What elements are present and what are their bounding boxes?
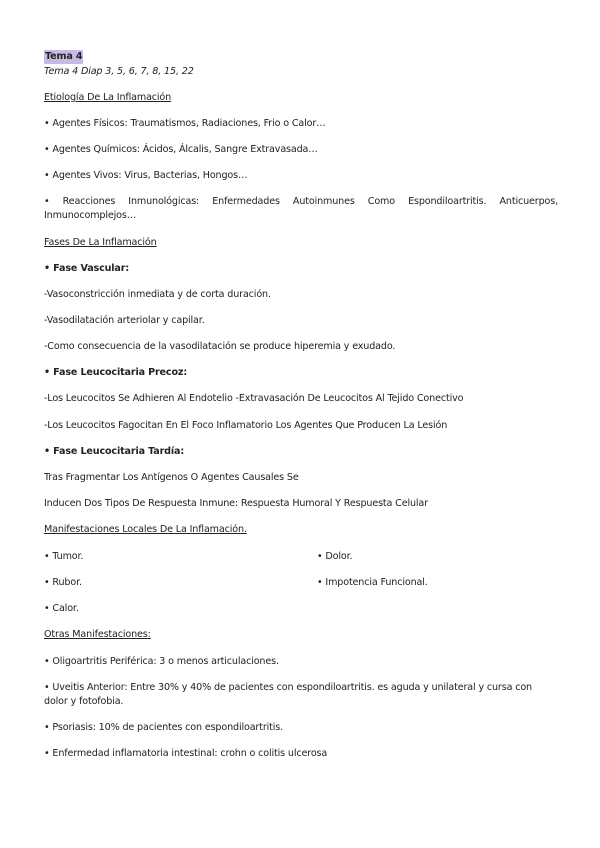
etiologia-item-inmunologicas-line1: • Reacciones Inmunológicas: Enfermedades Autoinmunes Como Espondiloartritis. Anticuerpos, [44,196,558,207]
locales-heading: Manifestaciones Locales De La Inflamación. [44,524,247,535]
title-line [44,50,558,64]
locales-item-tumor: • Tumor. [44,551,84,562]
fase-tardia-line: Tras Fragmentar Los Antígenos O Agentes Causales Se [44,472,299,483]
fase-precoz-label: • Fase Leucocitaria Precoz: [44,367,188,378]
etiologia-heading: Etiología De La Inflamación [44,92,172,103]
etiologia-item-quimicos: • Agentes Químicos: Ácidos, Álcalis, Sangre Extravasada… [44,144,318,155]
fase-vascular-line: -Vasodilatación arteriolar y capilar. [44,315,205,326]
otras-item-uveitis-line2: dolor y fotofobia. [44,696,124,707]
etiologia-item-vivos: • Agentes Vivos: Virus, Bacterias, Hongos… [44,170,248,181]
otras-item-eii: • Enfermedad inflamatoria intestinal: crohn o colitis ulcerosa [44,748,328,759]
fase-precoz-line: -Los Leucocitos Se Adhieren Al Endotelio -Extravasación De Leucocitos Al Tejido Conectivo [44,393,464,404]
etiologia-item-fisicos: • Agentes Físicos: Traumatismos, Radiaciones, Frio o Calor… [44,118,326,129]
fase-vascular-label: • Fase Vascular: [44,263,130,274]
locales-item-impotencia: • Impotencia Funcional. [317,577,428,588]
locales-item-calor: • Calor. [44,603,79,614]
fase-precoz-line: -Los Leucocitos Fagocitan En El Foco Inflamatorio Los Agentes Que Producen La Lesión [44,420,448,431]
locales-item-rubor: • Rubor. [44,577,82,588]
locales-item-dolor: • Dolor. [317,551,353,562]
otras-heading: Otras Manifestaciones: [44,629,151,640]
document-title: Tema 4 [45,51,83,62]
fase-tardia-label: • Fase Leucocitaria Tardía: [44,446,185,457]
otras-item-oligoartritis: • Oligoartritis Periférica: 3 o menos articulaciones. [44,656,279,667]
fase-vascular-line: -Vasoconstricción inmediata y de corta duración. [44,289,271,300]
otras-item-psoriasis: • Psoriasis: 10% de pacientes con espondiloartritis. [44,722,284,733]
otras-item-uveitis-line1: • Uveitis Anterior: Entre 30% y 40% de pacientes con espondiloartritis. es aguda y unilateral y cursa con [44,682,532,693]
document-subtitle: Tema 4 Diap 3, 5, 6, 7, 8, 15, 22 [44,66,194,77]
fases-heading: Fases De La Inflamación [44,237,157,248]
etiologia-item-inmunologicas-line2: Inmunocomplejos… [44,210,137,221]
fase-tardia-line: Inducen Dos Tipos De Respuesta Inmune: Respuesta Humoral Y Respuesta Celular [44,498,428,509]
fase-vascular-line: -Como consecuencia de la vasodilatación se produce hiperemia y exudado. [44,341,396,352]
